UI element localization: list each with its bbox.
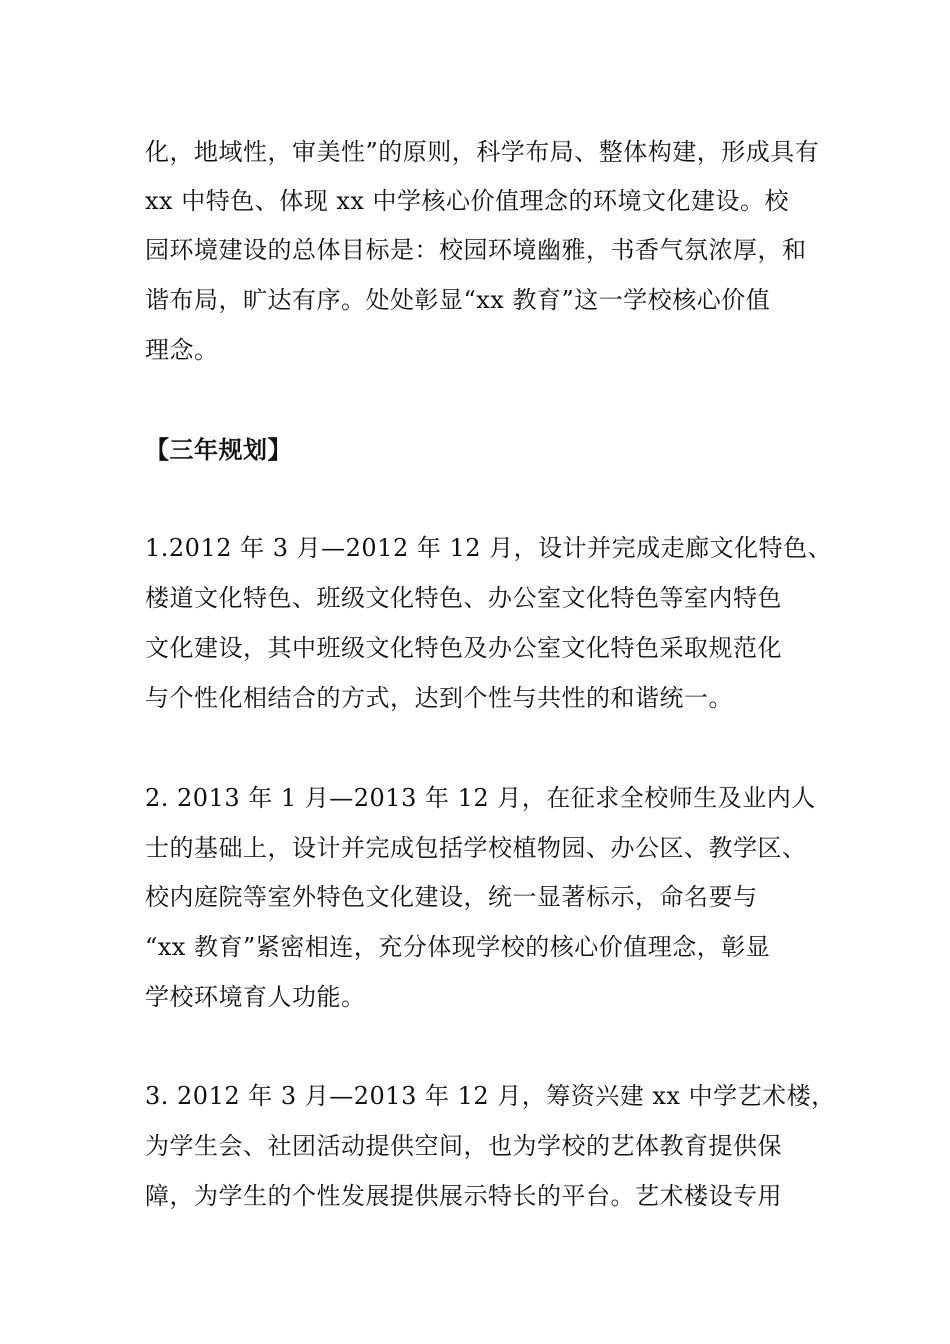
plan-item-3-line: 障，为学生的个性发展提供展示特长的平台。艺术楼设专用 bbox=[145, 1182, 782, 1210]
intro-line: 化，地域性，审美性”的原则，科学布局、整体构建，形成具有 bbox=[145, 138, 820, 166]
plan-item-3-line: 3. 2012 年 3 月—2013 年 12 月，筹资兴建 xx 中学艺术楼， bbox=[145, 1082, 836, 1110]
intro-line: 理念。 bbox=[145, 336, 219, 364]
plan-item-2-line: “xx 教育”紧密相连，充分体现学校的核心价值理念，彰显 bbox=[145, 933, 771, 961]
plan-item-1-line: 1.2012 年 3 月—2012 年 12 月，设计并完成走廊文化特色、 bbox=[145, 534, 833, 562]
plan-item-3-line: 为学生会、社团活动提供空间，也为学校的艺体教育提供保 bbox=[145, 1132, 782, 1160]
intro-line: xx 中特色、体现 xx 中学核心价值理念的环境文化建设。校 bbox=[145, 187, 790, 215]
plan-item-2-line: 2. 2013 年 1 月—2013 年 12 月，在征求全校师生及业内人 bbox=[145, 784, 816, 812]
plan-item-1-line: 楼道文化特色、班级文化特色、办公室文化特色等室内特色 bbox=[145, 584, 782, 612]
plan-item-1-line: 与个性化相结合的方式，达到个性与共性的和谐统一。 bbox=[145, 684, 733, 712]
plan-item-2-line: 学校环境育人功能。 bbox=[145, 983, 366, 1011]
intro-line: 园环境建设的总体目标是：校园环境幽雅，书香气氛浓厚，和 bbox=[145, 236, 807, 264]
section-heading: 【三年规划】 bbox=[145, 435, 292, 464]
intro-line: 谐布局，旷达有序。处处彰显“xx 教育”这一学校核心价值 bbox=[145, 286, 771, 314]
plan-item-2-line: 士的基础上，设计并完成包括学校植物园、办公区、教学区、 bbox=[145, 834, 807, 862]
plan-item-2-line: 校内庭院等室外特色文化建设，统一显著标示，命名要与 bbox=[145, 883, 758, 911]
plan-item-1-line: 文化建设，其中班级文化特色及办公室文化特色采取规范化 bbox=[145, 634, 782, 662]
